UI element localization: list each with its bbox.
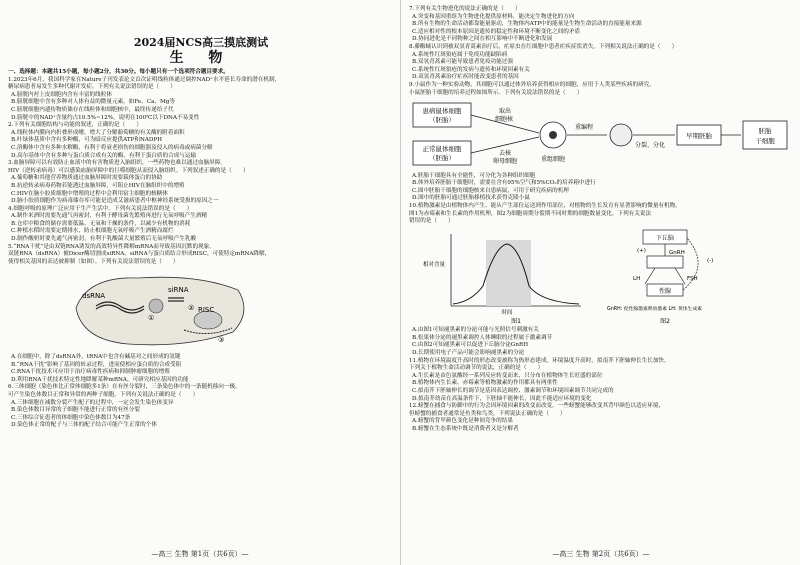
flow-box-diseased-label: 患病鼠体细胞 xyxy=(422,106,462,115)
q3-line: 3.血脑屏障可以有效防止血液中的有害物质进入脑组织，一些药物也难以通过血脑屏障。 xyxy=(8,160,226,167)
q11-line: 下列关于植物生命活动调节的说法，正确的是（ ） xyxy=(409,365,544,372)
page-2-footer: —高三 生物 第2页（共6页）— xyxy=(552,550,650,558)
q7-option-a: A.突变和基因重组为生物进化提供原材料，能决定生物进化的方向 xyxy=(412,13,575,20)
fig2-sign-plus: (+) xyxy=(637,248,646,255)
q4-option-a: A.制作米酒时需要先通气再密封，有利于酵母菌先繁殖再进行无氧呼吸产生酒精 xyxy=(11,213,208,220)
q6-option-d: D.染色体正常的配子与三体的配子结合可能产生正常的个体 xyxy=(11,422,157,429)
q3-line: HIV（逆转录病毒）可以感染血脑屏障中的巨噬细胞从而侵入脑组织。下列叙述正确的是（ ） xyxy=(8,167,249,174)
q7-stem: 7.下列有关生物进化的说法正确的是（ ） xyxy=(409,6,521,12)
rna-interference-figure xyxy=(68,268,258,352)
fig2-node-pituitary xyxy=(647,256,683,268)
q8-stem: 8.藤酶蛹认识到被双氢青蒿素治疗后，疟原虫在红细胞中患者疟疾症状消失。下列相关说法正确的是（ ） xyxy=(409,43,678,50)
flow-arrow-label: 取出 xyxy=(499,107,512,115)
q9-option-c: C.图中胚胎干细胞的细胞核来自患病鼠，可用于研究疾病的机理 xyxy=(412,187,569,194)
flow-box-normal-sub: （胚胎） xyxy=(429,153,455,162)
q12-line: 但螃蟹的捕食者通常是鱼类和鸟类。下列说法正确的是（ ） xyxy=(409,410,566,417)
question-7 xyxy=(409,6,795,43)
q2-option-d: D.高尔基体中含有多种与蛋白质合成有关的酶，有利于蛋白质的合成与运输 xyxy=(11,152,197,159)
question-9 xyxy=(409,82,795,203)
page-1-column xyxy=(8,6,394,430)
q10-line: 10.植物激素是由植物体内产生、能从产生部位运送到作用部位，对植物的生长发育有显著影响的微量有机物。 xyxy=(409,203,681,209)
q1-line: 糖尿病患者易发生多种代谢并发症。下列有关说法错误的是（ ） xyxy=(8,84,176,91)
step-1-label: ① xyxy=(148,313,155,322)
q12-option-a: A.螃蟹的背甲颜色变化是种间竞争的结果 xyxy=(412,418,513,425)
q9-option-d: D.图中的胚胎可通过胚胎移植技术获得克隆小鼠 xyxy=(412,195,530,202)
fig2-node-gnrh-label: GnRH xyxy=(669,250,685,257)
q12-line: 12.螃蟹在捕食与防御中的行为会因环境因素的改变而改变。一些螃蟹能够改变其背甲颜色以适应环境， xyxy=(409,403,665,410)
q1-line: 1.2023年6月，我国科学家在Nature子刊发表论文首次证明线粒体通过调控NAD⁺水平延长寿命的潜在机制， xyxy=(8,76,281,83)
exam-title: 2024届NCS高三摸底测试 xyxy=(133,36,269,49)
q6-option-b: B.染色体数目异常的子细胞不能进行正常的有丝分裂 xyxy=(11,407,140,414)
fig2-arrow xyxy=(675,268,685,284)
question-12 xyxy=(409,403,795,433)
step-3-label: ③ xyxy=(218,335,225,344)
risc-label: RISC xyxy=(198,305,215,314)
q10-option-c: C.由图2可知褪黑素可以促进下丘脑分泌GnRH xyxy=(412,342,529,349)
q6-line: 6.三体细胞（染色体比正常体细胞多1条）在有丝分裂时，三条染色体中的一条随机移向一极。 xyxy=(8,384,241,391)
cell-nucleus-shape xyxy=(549,131,557,139)
hormone-figures xyxy=(411,226,791,326)
question-2 xyxy=(8,122,394,159)
q6-line: 可产生染色体数目正常和异常的两种子细胞。下列有关说法正确的是（ ） xyxy=(8,391,199,398)
question-1 xyxy=(8,77,394,122)
q3-option-d: D.脑小胶质细胞作为病毒储存库可能是造成艾滋病患者中枢神经系统受损的原因之一 xyxy=(11,198,219,205)
q11-line: 11.植物在环境温度升高时的形态改变被称为热形态建成。环境温度升高时，拟南芥下胚轴伸长生长加快。 xyxy=(409,357,670,364)
flow-arrow-label: 细胞核 xyxy=(495,115,514,123)
fig1-x-label: 时间 xyxy=(501,310,513,317)
q12-option-b: B.螃蟹在生态系统中既是消费者又是分解者 xyxy=(412,426,519,432)
fig2-arrow xyxy=(645,268,655,284)
q10-line: 图1为赤霉素和生长素的作用机理，图2为细胞周期分裂期不同时期的细胞数量变化。下列有关说法 xyxy=(409,210,652,217)
fig1-caption: 图1 xyxy=(511,318,521,326)
q5-line: 5.“RNA干扰”是由双链RNA诱发的高效特异性降解mRNA而导致基因沉默的现象。 xyxy=(8,243,215,250)
q10-option-a: A.由图1可知褪黑素的分泌可能与光照信号刺激有关 xyxy=(412,327,539,334)
q7-option-b: B.所有生物的生命活动都靠能量驱动，生物体内ATP中的能量是生物生命活动的直接能量来源 xyxy=(412,21,642,28)
q5-option-b: B.“RNA干扰”影响了基因的转录过程，进而使相应蛋白质的合成受阻 xyxy=(11,361,182,368)
fig2-node-fsh-label: FSH xyxy=(687,276,698,283)
page-2 xyxy=(400,0,800,565)
question-6 xyxy=(8,384,394,429)
q2-option-c: C.溶酶体中含有多种水解酶，有利于将衰老损伤的细胞器及侵入的病毒或病菌分解 xyxy=(11,144,213,151)
question-3 xyxy=(8,160,394,205)
q4-stem: 4.细胞呼吸的原理广泛应用于生产生活中。下列有关说法错误的是（ ） xyxy=(8,205,193,212)
q10-option-d: D.长期使用电子产品可能会影响褪黑素的分泌 xyxy=(412,350,525,357)
q1-option-c: C.膀胱细胞内遗传物质储存在线粒体和细胞核中，最终传递给子代 xyxy=(11,106,174,113)
q9-option-a: A.胚胎干细胞具有全能性，可分化为各种组织细胞 xyxy=(412,172,536,179)
fig2-node-lh-label: LH xyxy=(633,276,641,283)
question-4 xyxy=(8,206,394,243)
dsrna-label: dsRNA xyxy=(82,291,105,300)
q4-option-d: D.制作酸奶时要先通气再密封，有利于乳酸菌大量繁殖后无氧呼吸产生乳酸 xyxy=(11,236,197,243)
flow-box-stem-cells-label: 胚胎 xyxy=(758,126,772,135)
subject-title: 生 物 xyxy=(169,50,233,66)
dicer-enzyme-shape xyxy=(149,299,163,313)
q1-option-a: A.膀胱内衬上皮细胞内含有丰富的线粒体 xyxy=(11,91,112,98)
page-2-column xyxy=(409,6,795,434)
q5-line: 使得相关基因的表达被抑制（如图）。下列有关说法错误的是（ ） xyxy=(8,258,179,265)
question-8 xyxy=(409,44,795,81)
flow-arrow-label: 去核 xyxy=(499,149,512,157)
q8-option-c: C.系统性红斑狼疮的发病与遗传和环境因素有关 xyxy=(412,66,530,73)
embryonic-stem-cell-flowchart xyxy=(411,99,791,171)
q10-line: 错误的是（ ） xyxy=(409,218,454,225)
q11-option-c: C.拟南芥下胚轴伸长的调节是基因表达调控、激素调节和环境因素调节共同完成的 xyxy=(412,388,614,395)
q9-line: 9.小鼠作为一种实验动物，其细胞可以通过体外培养获得相应的细胞，应用于人类某些疾病的研究。 xyxy=(409,81,655,88)
q6-option-a: A.三体细胞在减数分裂产生配子的过程中，一定会发生染色体变异 xyxy=(11,399,174,406)
section-heading: 一、选择题：本题共15小题，每小题2分，共30分。每小题只有一个选项符合题目要求。 xyxy=(8,69,229,75)
q4-option-b: B.仓库中粮食的储存需要低温、无氧和干燥的条件，以减少有机物的消耗 xyxy=(11,220,191,227)
q10-option-b: B.松果体分泌的褪黑素调控人体睡眠的过程属于激素调节 xyxy=(412,334,553,341)
question-11 xyxy=(409,358,795,403)
q8-option-d: D.双氢青蒿素治疗疟疾时能改变患者的基因 xyxy=(412,74,519,81)
q2-option-a: A.线粒体内膜向内折叠形成嵴，增大了分解葡萄糖的有关酶的附着面积 xyxy=(11,129,185,136)
question-10 xyxy=(409,203,795,357)
dividing-cell-shape xyxy=(610,124,632,146)
q3-option-c: C.HIV在脑小胶质细胞中增殖的过程中会利用宿主细胞的核糖体 xyxy=(11,190,168,197)
q3-option-a: A.葡萄糖和其他营养物质通过血脑屏障时需要载体蛋白的协助 xyxy=(11,175,163,182)
question-5 xyxy=(8,244,394,384)
fig1-shaded-region xyxy=(486,240,531,306)
sirna-label: siRNA xyxy=(168,285,189,294)
q2-stem: 2.下列有关细胞结构与功能的叙述，正确的是（ ） xyxy=(8,122,142,129)
fig2-feedback-arrow xyxy=(683,238,698,290)
flow-step-label: 重编程 xyxy=(575,123,594,131)
q11-option-b: B.植物体内生长素、赤霉素等植物激素的作用都具有两重性 xyxy=(412,380,558,387)
q7-option-d: D.协同进化是不同物种之间在相互影响中不断进化和发展 xyxy=(412,36,553,43)
q5-option-c: C.RNA干扰技术可应用于治疗病毒性疾病和抑制肿瘤细胞的增殖 xyxy=(11,369,170,376)
flow-box-stem-cells-sub: 干细胞 xyxy=(755,136,775,145)
q8-option-b: B.双氢青蒿素可能导致患者免疫功能过强 xyxy=(412,59,513,66)
step-2-label: ② xyxy=(188,303,195,312)
q4-option-c: C.种植水稻时需要定期排水，防止根细胞无氧呼吸产生酒精而腐烂 xyxy=(11,228,174,235)
q5-option-a: A.在细胞中，除了dsRNA外，tRNA中也含有碱基对之间形成的氢键 xyxy=(11,353,181,360)
q1-option-b: B.膀胱细胞中含有多种对人体有益的微量元素，如Fe、Ca、Mg等 xyxy=(11,99,175,106)
fig2-legend: GnRH: 促性腺激素释放激素 LH: 黄体生成素 xyxy=(607,307,702,313)
q5-option-d: D.利用RNA干扰技术特定性地降解某种mRNA，可研究相应基因的功能 xyxy=(11,376,189,383)
fig1-y-label: 相对含量 xyxy=(423,262,446,269)
q2-option-b: B.叶绿体基质中含有多种酶，可为暗反应提供ATP和NADPH xyxy=(11,137,163,144)
q3-option-b: B.抗逆转录病毒药物若能透过血脑屏障，可阻止HIV在脑组织中的增殖 xyxy=(11,182,185,189)
q7-option-c: C.适应相对性的根本原因是遗传的稳定性和环境不断变化之间的矛盾 xyxy=(412,28,581,35)
q1-option-d: D.膀胱中的NAD⁺含量约占10.5%~12%，说明在100℃以下DNA不易变性 xyxy=(11,114,200,121)
flow-box-early-embryo-label: 早期胚胎 xyxy=(686,131,712,140)
flow-arrow-label: 卵母细胞 xyxy=(493,157,518,165)
fig2-sign-minus: (-) xyxy=(707,258,714,265)
flow-box-diseased-sub: （胚胎） xyxy=(429,115,455,124)
q11-option-d: D.拟南芥幼苗在高温条件下，下胚轴不能伸长，因此不能适应环境的变化 xyxy=(412,395,592,402)
q9-line: 小鼠胚胎干细胞的培养过程如图所示。下列有关说法错误的是（ ） xyxy=(409,89,583,96)
flow-step-label: 分裂、分化 xyxy=(635,141,666,149)
page-1-footer: —高三 生物 第1页（共6页）— xyxy=(151,550,249,558)
q5-line: 双链RNA（dsRNA）被Dicer酶切割成siRNA，siRNA与蛋白质结合形成RISC，可使特定mRNA降解， xyxy=(8,251,271,258)
q11-option-a: A.生长素是由色氨酸经一系列反应转变而来，只分布在植物体生长旺盛的部位 xyxy=(412,372,603,379)
fig2-node-hypothalamus-label: 下丘脑 xyxy=(655,235,675,243)
reconstructed-cell-label: 重组细胞 xyxy=(540,155,566,163)
flow-box-normal-label: 正常鼠体细胞 xyxy=(422,144,462,153)
fig2-node-gonad-label: 性腺 xyxy=(658,288,672,296)
fig2-caption: 图2 xyxy=(660,318,670,326)
q9-option-b: B.体外培养胚胎干细胞时，需要在含有95%空气和5%CO₂的培养箱中进行 xyxy=(412,180,596,187)
q8-option-a: A.系统性红斑狼疮属于免疫功能缺陷病 xyxy=(412,51,508,58)
q6-option-c: C.三体综合征患者的体细胞中染色体数目为47条 xyxy=(11,414,131,421)
